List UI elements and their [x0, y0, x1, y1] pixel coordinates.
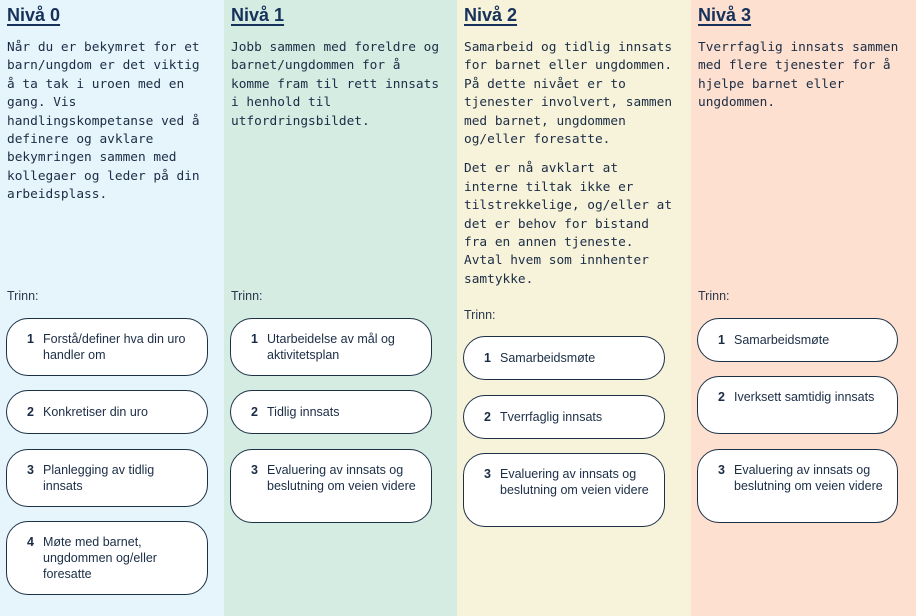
level-0-title[interactable]: Nivå 0 [7, 5, 61, 25]
step-text: Utarbeidelse av mål og aktivitetsplan [267, 332, 395, 362]
level-3-step-1[interactable] [697, 318, 898, 362]
level-0-column [0, 0, 224, 616]
step-text: Forstå/definer hva din uro handler om [43, 332, 186, 362]
level-3-description [698, 39, 902, 124]
step-number: 3 [718, 463, 725, 477]
step-number: 3 [27, 463, 34, 477]
level-1-step-2[interactable] [230, 390, 432, 434]
level-0-description [7, 39, 210, 216]
level-3-title[interactable]: Nivå 3 [698, 5, 752, 25]
level-2-column [457, 0, 691, 616]
level-1-description [231, 39, 443, 142]
level-0-step-2[interactable] [6, 390, 208, 434]
step-text: Konkretiser din uro [43, 405, 148, 419]
level-3-steps-label: Trinn: [698, 289, 730, 303]
level-0-steps-label: Trinn: [7, 289, 39, 303]
step-text: Tverrfaglig innsats [500, 410, 603, 424]
level-0-step-4[interactable] [6, 521, 208, 595]
step-text: Evaluering av innsats og beslutning om veien videre [734, 463, 883, 493]
level-0-description-text: Når du er bekymret for et barn/ungdom er det viktig å ta tak i uroen med en gang. Vis handlingskompetanse ved å definere og avklare bekymringen sammen med kollegaer og leder på din arbeidsplass. [7, 40, 200, 203]
step-number: 2 [27, 405, 34, 419]
level-2-title[interactable]: Nivå 2 [464, 5, 518, 25]
step-number: 2 [251, 405, 258, 419]
step-number: 3 [484, 467, 491, 481]
step-text: Samarbeidsmøte [734, 333, 830, 347]
step-text: Evaluering av innsats og beslutning om veien videre [500, 467, 649, 497]
level-1-step-3[interactable] [230, 449, 432, 523]
step-number: 1 [251, 332, 258, 346]
level-1-column [224, 0, 457, 616]
level-1-title[interactable]: Nivå 1 [231, 5, 285, 25]
step-number: 1 [718, 333, 725, 347]
step-text: Planlegging av tidlig innsats [43, 463, 155, 493]
step-text: Evaluering av innsats og beslutning om veien videre [267, 463, 416, 493]
level-2-step-1[interactable] [463, 336, 665, 380]
level-1-step-1[interactable] [230, 318, 432, 376]
level-2-step-2[interactable] [463, 395, 665, 439]
step-number: 2 [718, 390, 725, 404]
step-number: 1 [484, 351, 491, 365]
step-number: 1 [27, 332, 34, 346]
step-text: Tidlig innsats [267, 405, 340, 419]
step-number: 3 [251, 463, 258, 477]
step-text: Iverksett samtidig innsats [734, 390, 875, 404]
level-2-description [464, 39, 677, 300]
level-2-step-3[interactable] [463, 453, 665, 527]
step-number: 4 [27, 535, 34, 549]
level-3-column [691, 0, 916, 616]
step-text: Samarbeidsmøte [500, 351, 596, 365]
level-0-step-1[interactable] [6, 318, 208, 376]
step-text: Møte med barnet, ungdommen og/eller foresatte [43, 535, 157, 581]
step-number: 2 [484, 410, 491, 424]
level-1-steps-label: Trinn: [231, 289, 263, 303]
level-3-description-text: Tverrfaglig innsats sammen med flere tjenester for å hjelpe barnet eller ungdommen. [698, 40, 899, 111]
level-3-step-3[interactable] [697, 449, 898, 523]
level-3-step-2[interactable] [697, 376, 898, 434]
level-0-step-3[interactable] [6, 449, 208, 507]
level-1-description-text: Jobb sammen med foreldre og barnet/ungdommen for å komme fram til rett innsats i henhold til utfordringsbildet. [231, 40, 440, 129]
level-2-steps-label: Trinn: [464, 308, 496, 322]
level-2-description-text-2: Det er nå avklart at interne tiltak ikke er tilstrekkelige, og/eller at det er behov for bistand fra en annen tjeneste. Avtal hvem som innhenter samtykke. [464, 161, 673, 287]
level-2-description-text-1: Samarbeid og tidlig innsats for barnet eller ungdommen. På dette nivået er to tjenester involvert, sammen med barnet, ungdommen og/eller foresatte. [464, 40, 673, 148]
